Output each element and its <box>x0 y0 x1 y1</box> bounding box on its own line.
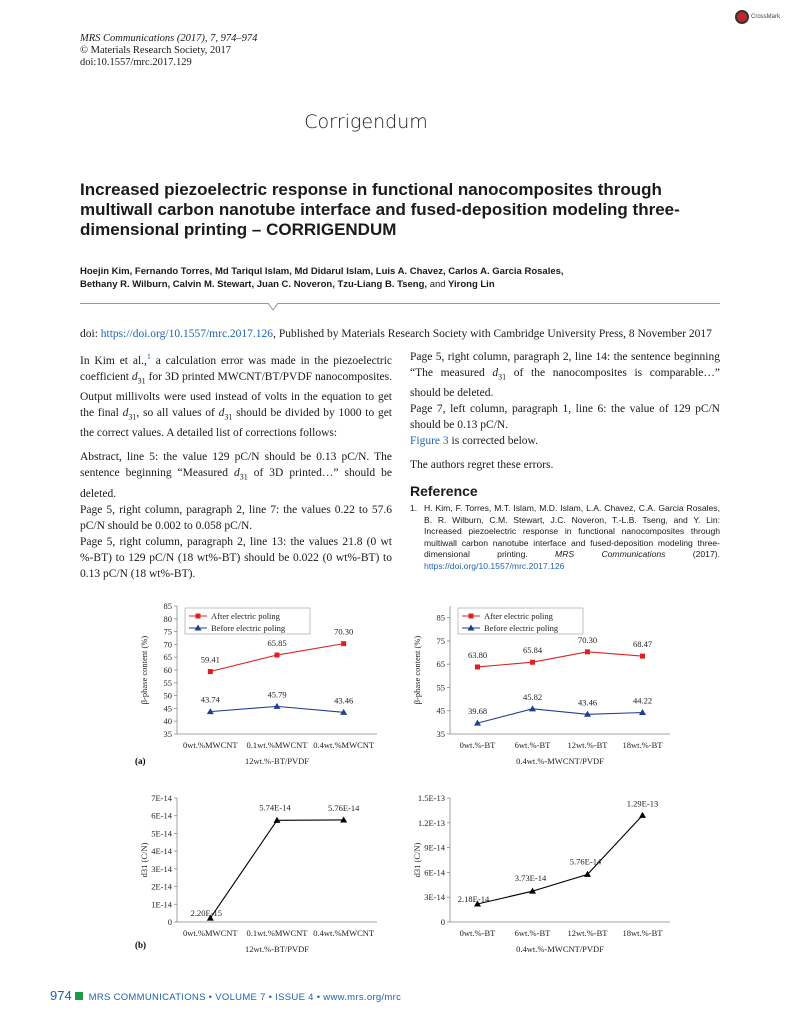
y-axis-title: d31 (C/N) <box>412 842 422 878</box>
data-point <box>274 703 281 709</box>
data-point <box>639 709 646 715</box>
data-label: 70.30 <box>334 626 354 637</box>
reference-item <box>410 503 720 572</box>
y-tick-label: 35 <box>163 729 172 739</box>
x-tick-label: 0.1wt.%MWCNT <box>246 740 308 750</box>
data-label: 44.22 <box>632 695 653 706</box>
d31-subscript: 31 <box>128 412 137 422</box>
y-tick-label: 75 <box>163 626 172 637</box>
data-label: 43.46 <box>334 695 354 706</box>
d31-symbol: d <box>492 367 499 379</box>
figure-3 <box>125 596 680 971</box>
journal-citation: MRS Communications (2017), 7, 974–974 <box>80 33 258 44</box>
crossmark-badge[interactable] <box>735 8 781 30</box>
authors-line-1: Hoejin Kim, Fernando Torres, Md Tariqul Islam, Md Didarul Islam, Luis A. Chavez, Carlos A. Garcia Rosales, <box>80 266 564 277</box>
y-tick-label: 6E-14 <box>151 810 172 821</box>
y-tick-label: 55 <box>163 677 172 688</box>
y-tick-label: 85 <box>163 601 172 611</box>
reference-text: H. Kim, F. Torres, M.T. Islam, M.D. Islam, L.A. Chavez, C.A. Garcia Rosales, B. R. Wilburn, C.M. Stewart, J.C. Noveron, T.-L.B. Tseng, and Y. Lin: Increased piezoelectric response in functional nanocomposites through multiwall carbon nanotube interface and fused-deposition modeling three-dimensional printing. <box>424 503 720 560</box>
legend-label: After electric poling <box>484 611 553 621</box>
divider-notch-icon <box>268 302 278 312</box>
series-line <box>478 652 643 667</box>
y-tick-label: 3E-14 <box>151 863 172 874</box>
figure-note-rest: is corrected below. <box>448 435 538 448</box>
d31-subscript: 31 <box>239 472 248 482</box>
y-tick-label: 35 <box>436 729 445 739</box>
header-doi: doi:10.1557/mrc.2017.129 <box>80 57 192 68</box>
footer-site-link[interactable]: www.mrs.org/mrc <box>323 992 402 1003</box>
y-tick-label: 60 <box>163 665 172 675</box>
d31-symbol: d <box>122 407 129 420</box>
legend-label: Before electric poling <box>484 623 559 633</box>
reference-year: (2017). <box>665 549 720 560</box>
authors-line-2: Bethany R. Wilburn, Calvin M. Stewart, Juan C. Noveron, Tzu-Liang B. Tseng, <box>80 279 428 290</box>
abstract-correction-b: of 3D printed…” should be deleted. <box>80 467 392 500</box>
y-tick-label: 4E-14 <box>151 846 172 857</box>
footer-square-icon <box>75 992 83 1000</box>
y-tick-label: 50 <box>163 690 172 701</box>
y-tick-label: 70 <box>163 639 172 650</box>
reference-heading: Reference <box>410 483 478 500</box>
data-label: 70.30 <box>577 634 598 645</box>
x-tick-label: 12wt.%-BT <box>567 928 608 938</box>
authors-last: Yirong Lin <box>448 279 495 290</box>
reference-number: 1. <box>410 503 418 514</box>
running-header <box>80 33 257 69</box>
x-tick-label: 0.4wt.%MWCNT <box>313 740 375 750</box>
x-tick-label: 0wt.%-BT <box>459 740 496 750</box>
y-tick-label: 45 <box>163 703 172 714</box>
y-tick-label: 5E-14 <box>151 828 172 839</box>
data-label: 2.18E-14 <box>457 893 490 904</box>
data-point <box>640 654 645 659</box>
figure-3-link[interactable]: Figure 3 <box>410 435 449 448</box>
intro-text-a: In Kim et al., <box>80 354 147 367</box>
reference-body <box>424 503 720 572</box>
x-axis-title: 0.4wt.%-MWCNT/PVDF <box>516 944 604 954</box>
data-label: 43.46 <box>577 697 598 708</box>
x-tick-label: 0wt.%-BT <box>459 928 496 938</box>
y-tick-label: 65 <box>163 652 172 663</box>
x-tick-label: 18wt.%-BT <box>622 740 663 750</box>
article-title: Increased piezoelectric response in functional nanocomposites through multiwall carbon nanotube interface and fused-deposition modeling three-dimensional printing – CORRIGENDUM <box>80 180 680 239</box>
data-label: 3.73E-14 <box>514 873 547 884</box>
d31-subscript: 31 <box>137 376 146 386</box>
y-tick-label: 55 <box>436 682 445 693</box>
x-axis-title: 12wt.%-BT/PVDF <box>245 944 309 954</box>
correction-page7: Page 7, left column, paragraph 1, line 6: the value of 129 pC/N should be 0.13 pC/N. <box>410 403 720 432</box>
data-label: 5.76E-14 <box>327 802 360 813</box>
authors-and: and <box>429 279 446 290</box>
footer-sep: • <box>313 992 324 1003</box>
data-point <box>530 660 535 665</box>
series-line <box>478 815 643 904</box>
closing-statement: The authors regret these errors. <box>410 459 554 472</box>
data-label: 68.47 <box>632 639 653 650</box>
legend-marker <box>196 614 201 619</box>
y-tick-label: 65 <box>436 659 445 670</box>
data-point <box>208 669 213 674</box>
intro-text-d: , so all values of <box>136 407 219 420</box>
y-tick-label: 1.5E-13 <box>417 793 445 803</box>
intro-text-e: should be divided by 1000 to get the correct values. A detailed list of corrections follows: <box>80 407 393 440</box>
data-label: 39.68 <box>467 706 488 717</box>
y-axis-title: d31 (C/N) <box>139 842 149 878</box>
y-tick-label: 2E-14 <box>151 881 172 892</box>
legend-label: After electric poling <box>211 611 280 621</box>
y-axis-title: β-phase content (%) <box>412 635 422 705</box>
d31-subscript: 31 <box>224 412 233 422</box>
data-label: 45.79 <box>267 689 287 700</box>
correction-page5-line13: Page 5, right column, paragraph 2, line 13: the values 21.8 (0 wt %-BT) to 129 pC/N (18 wt%-BT) should be 0.022 (0 wt%-BT) to 0.13 pC/N (18 wt%-BT). <box>80 535 392 580</box>
y-tick-label: 0 <box>167 917 172 927</box>
y-tick-label: 6E-14 <box>424 867 445 878</box>
x-tick-label: 0wt.%MWCNT <box>183 740 238 750</box>
x-tick-label: 6wt.%-BT <box>514 928 551 938</box>
x-tick-label: 0.4wt.%MWCNT <box>313 928 375 938</box>
x-axis-title: 0.4wt.%-MWCNT/PVDF <box>516 756 604 766</box>
data-label: 65.85 <box>267 638 287 649</box>
crossmark-label: CrossMark <box>751 14 781 20</box>
y-tick-label: 1E-14 <box>151 899 172 910</box>
d31-subscript: 31 <box>498 372 507 382</box>
intro-text-b: a calculation error was made in the piezoelectric coefficient <box>80 354 392 383</box>
panel-a-label: (a) <box>135 756 146 766</box>
d31-symbol: d <box>131 370 138 383</box>
footer-sep: • <box>205 992 216 1003</box>
line14-correction-b: of the nanocomposites is comparable…” should be deleted. <box>410 367 721 400</box>
data-label: 63.80 <box>467 649 488 660</box>
intro-text-c: for 3D printed MWCNT/BT/PVDF nanocomposites. Output millivolts were used instead of volts in the equation to get the final <box>80 370 392 420</box>
y-tick-label: 9E-14 <box>424 842 445 853</box>
y-tick-label: 80 <box>163 613 172 624</box>
line14-correction-a: Page 5, right column, paragraph 2, line 14: the sentence beginning “The measured <box>410 351 720 379</box>
footer-sep: • <box>265 992 276 1003</box>
correction-page5-line14 <box>410 349 720 401</box>
section-heading: Corrigendum <box>304 111 428 133</box>
data-label: 43.74 <box>200 694 220 705</box>
page-footer <box>50 988 401 1003</box>
y-tick-label: 1.2E-13 <box>417 817 445 828</box>
y-tick-label: 85 <box>436 612 445 623</box>
data-label: 5.74E-14 <box>259 802 291 813</box>
x-tick-label: 12wt.%-BT <box>567 740 608 750</box>
data-label: 59.41 <box>200 654 220 665</box>
legend-marker <box>469 614 474 619</box>
footer-journal: MRS COMMUNICATIONS <box>88 992 206 1003</box>
reference-doi-link[interactable]: https://doi.org/10.1557/mrc.2017.126 <box>424 560 565 571</box>
x-tick-label: 18wt.%-BT <box>622 928 663 938</box>
data-label: 65.84 <box>522 645 543 656</box>
data-label: 5.76E-14 <box>569 856 602 867</box>
y-axis-title: β-phase content (%) <box>139 635 149 705</box>
crossmark-icon <box>735 10 749 24</box>
series-line <box>478 709 643 723</box>
data-label: 45.82 <box>522 691 543 702</box>
data-point <box>475 664 480 669</box>
y-tick-label: 40 <box>163 716 172 727</box>
data-label: 1.29E-13 <box>626 798 659 809</box>
footer-volume: VOLUME 7 <box>215 992 266 1003</box>
page-number: 974 <box>50 988 72 1003</box>
author-list <box>80 265 720 291</box>
data-point <box>639 812 646 818</box>
doi-prefix: doi: <box>80 328 101 340</box>
original-article-doi <box>80 328 720 340</box>
copyright-line: © Materials Research Society, 2017 <box>80 45 232 56</box>
left-column <box>80 349 392 582</box>
y-tick-label: 3E-14 <box>424 892 445 903</box>
data-point <box>341 641 346 646</box>
y-tick-label: 7E-14 <box>151 793 172 803</box>
original-doi-link[interactable]: https://doi.org/10.1557/mrc.2017.126 <box>100 328 274 340</box>
doi-suffix: , Published by Materials Research Society with Cambridge University Press, 8 November 2017 <box>273 328 712 340</box>
data-point <box>275 653 280 658</box>
right-column <box>410 349 720 572</box>
legend-label: Before electric poling <box>211 623 286 633</box>
footer-issue: ISSUE 4 <box>275 992 314 1003</box>
x-tick-label: 0wt.%MWCNT <box>183 928 238 938</box>
data-label: 2.20E-15 <box>190 908 223 919</box>
citation-ref-link[interactable]: 1 <box>146 352 151 361</box>
paragraph-intro <box>80 349 392 441</box>
panel-b-label: (b) <box>135 940 146 950</box>
y-tick-label: 0 <box>440 917 445 927</box>
x-axis-title: 12wt.%-BT/PVDF <box>245 756 309 766</box>
d31-symbol: d <box>218 407 225 420</box>
correction-page5-line7: Page 5, right column, paragraph 2, line 7: the values 0.22 to 57.6 pC/N should be 0.002 to 0.058 pC/N. <box>80 503 392 532</box>
correction-abstract <box>80 449 392 501</box>
y-tick-label: 45 <box>436 705 445 716</box>
abstract-correction-a: Abstract, line 5: the value 129 pC/N should be 0.13 pC/N. The sentence beginning “Measured <box>80 451 392 480</box>
y-tick-label: 75 <box>436 635 445 646</box>
figure-note <box>410 433 720 449</box>
x-tick-label: 0.1wt.%MWCNT <box>246 928 308 938</box>
data-point <box>529 705 536 711</box>
data-point <box>585 649 590 654</box>
series-line <box>210 820 343 918</box>
x-tick-label: 6wt.%-BT <box>514 740 551 750</box>
reference-journal: MRS Communications <box>555 549 666 560</box>
d31-symbol: d <box>233 467 240 480</box>
title-divider <box>80 303 720 304</box>
